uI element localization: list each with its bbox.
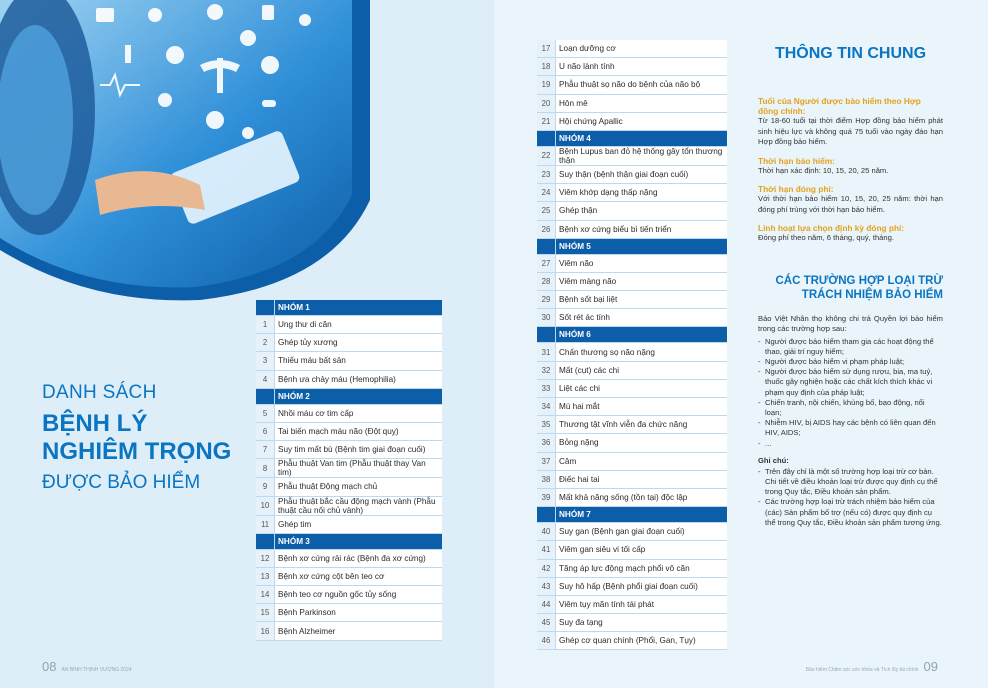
disease-name: Chấn thương sọ não nặng <box>556 343 728 361</box>
group-header-row <box>256 300 442 316</box>
group-spacer <box>537 238 556 254</box>
disease-name: Bệnh xơ cứng rải rác (Bệnh đa xơ cứng) <box>275 549 443 567</box>
title-line4: ĐƯỢC BẢO HIỂM <box>42 472 201 493</box>
group-label: NHÓM 2 <box>275 388 443 404</box>
disease-row <box>537 202 727 220</box>
disease-number: 42 <box>537 559 556 577</box>
disease-name: Điếc hai tai <box>556 470 728 488</box>
term-heading: Thời hạn bảo hiểm: <box>758 155 835 166</box>
disease-number: 45 <box>537 614 556 632</box>
disease-row <box>256 604 442 622</box>
disease-row <box>256 334 442 352</box>
group-spacer <box>256 533 275 549</box>
title-line1: DANH SÁCH <box>42 382 157 403</box>
group-spacer <box>537 327 556 343</box>
disease-number: 10 <box>256 496 275 515</box>
exclusion-item: - Chiến tranh, nội chiến, khủng bố, bạo động, nổi loạn; <box>758 398 943 418</box>
disease-name: Suy tim mất bù (Bệnh tim giai đoạn cuối) <box>275 441 443 459</box>
disease-name: Suy gan (Bệnh gan giai đoạn cuối) <box>556 523 728 541</box>
right-footer-text: Bảo hiểm Chăm sóc sức khỏe và Tích lũy tài chính <box>805 667 919 673</box>
disease-name: Bệnh teo cơ nguồn gốc tủy sống <box>275 586 443 604</box>
disease-number: 37 <box>537 452 556 470</box>
left-footer <box>42 659 132 674</box>
disease-number: 31 <box>537 343 556 361</box>
note-item: - Các trường hợp loại trừ trách nhiệm bảo hiểm của (các) Sản phẩm bổ trợ (nếu có) được quy định cụ thể trong Quy tắc, Điều khoản sản phẩm tương ứng. <box>758 497 943 528</box>
disease-row <box>537 379 727 397</box>
flex-heading: Linh hoạt lựa chọn định kỳ đóng phí: <box>758 223 905 233</box>
disease-row <box>256 622 442 640</box>
disease-row <box>537 470 727 488</box>
disease-name: Thiếu máu bất sản <box>275 352 443 370</box>
disease-number: 24 <box>537 184 556 202</box>
disease-number: 14 <box>256 586 275 604</box>
disease-name: Mất khả năng sống (tồn tại) độc lập <box>556 488 728 506</box>
group-label: NHÓM 6 <box>556 327 728 343</box>
disease-name: Mù hai mắt <box>556 398 728 416</box>
disease-number: 9 <box>256 478 275 496</box>
disease-name: Ghép tim <box>275 515 443 533</box>
left-title <box>42 382 252 494</box>
right-page-number: 09 <box>923 659 938 674</box>
disease-row <box>537 220 727 238</box>
disease-number: 32 <box>537 361 556 379</box>
disease-name: Phẫu thuật sọ não do bệnh của não bộ <box>556 76 728 94</box>
disease-row <box>256 422 442 440</box>
disease-number: 34 <box>537 398 556 416</box>
disease-number: 18 <box>537 58 556 76</box>
disease-number: 26 <box>537 220 556 238</box>
disease-number: 6 <box>256 422 275 440</box>
disease-number: 41 <box>537 541 556 559</box>
disease-name: Phẫu thuật Van tim (Phẫu thuật thay Van tim) <box>275 459 443 478</box>
disease-row <box>256 316 442 334</box>
exclusions-heading: CÁC TRƯỜNG HỢP LOẠI TRỪ TRÁCH NHIỆM BẢO HIỂM <box>775 274 943 301</box>
term-text: Thời hạn xác định: 10, 15, 20, 25 năm. <box>758 165 889 175</box>
disease-table-2 <box>537 40 727 650</box>
disease-row <box>537 488 727 506</box>
disease-name: Phẫu thuật Động mạch chủ <box>275 478 443 496</box>
disease-name: Bệnh Parkinson <box>275 604 443 622</box>
disease-name: Bỏng nặng <box>556 434 728 452</box>
info-column <box>758 45 943 528</box>
group-spacer <box>537 507 556 523</box>
disease-name: Suy hô hấp (Bệnh phổi giai đoạn cuối) <box>556 577 728 595</box>
disease-name: Thương tật vĩnh viễn đa chức năng <box>556 416 728 434</box>
disease-name: Hội chứng Apallic <box>556 112 728 130</box>
disease-name: Viêm gan siêu vi tối cấp <box>556 541 728 559</box>
disease-number: 19 <box>537 76 556 94</box>
disease-number: 40 <box>537 523 556 541</box>
disease-name: Bệnh Lupus ban đỏ hệ thống gây tổn thương thận <box>556 146 728 165</box>
disease-row <box>256 567 442 585</box>
group-header-row <box>537 327 727 343</box>
disease-row <box>256 441 442 459</box>
disease-row <box>256 459 442 478</box>
disease-name: Viêm tụy mãn tính tái phát <box>556 595 728 613</box>
disease-number: 23 <box>537 165 556 183</box>
right-footer <box>806 659 938 674</box>
disease-name: Hôn mê <box>556 94 728 112</box>
disease-name: Sốt rét ác tính <box>556 309 728 327</box>
disease-row <box>537 614 727 632</box>
disease-row <box>537 112 727 130</box>
group-label: NHÓM 1 <box>275 300 443 316</box>
disease-number: 39 <box>537 488 556 506</box>
exclusions-intro: Bảo Việt Nhân thọ không chi trả Quyền lợi bảo hiểm trong các trường hợp sau: <box>758 313 943 333</box>
disease-number: 16 <box>256 622 275 640</box>
disease-name: Loạn dưỡng cơ <box>556 40 728 58</box>
disease-row <box>256 352 442 370</box>
disease-row <box>537 76 727 94</box>
group-spacer <box>256 388 275 404</box>
disease-row <box>537 146 727 165</box>
group-label: NHÓM 3 <box>275 533 443 549</box>
disease-number: 11 <box>256 515 275 533</box>
info-heading: THÔNG TIN CHUNG <box>774 45 927 62</box>
disease-name: Viêm khớp dạng thấp nặng <box>556 184 728 202</box>
disease-row <box>537 254 727 272</box>
disease-number: 46 <box>537 632 556 650</box>
disease-row <box>537 291 727 309</box>
disease-row <box>537 452 727 470</box>
disease-row <box>537 94 727 112</box>
disease-name: Ghép tủy xương <box>275 334 443 352</box>
pay-heading: Thời hạn đóng phí: <box>758 184 834 194</box>
disease-number: 4 <box>256 370 275 388</box>
exclusions-list <box>758 337 943 449</box>
exclusion-item: - ... <box>758 439 943 449</box>
age-heading: Tuổi của Người được bảo hiểm theo Hợp đồng chính: <box>758 96 921 116</box>
disease-name: Ghép thận <box>556 202 728 220</box>
group-label: NHÓM 7 <box>556 507 728 523</box>
disease-number: 33 <box>537 379 556 397</box>
disease-number: 8 <box>256 459 275 478</box>
disease-name: Bệnh Alzheimer <box>275 622 443 640</box>
disease-row <box>537 272 727 290</box>
disease-name: Tăng áp lực động mạch phổi vô căn <box>556 559 728 577</box>
disease-name: Câm <box>556 452 728 470</box>
group-spacer <box>256 300 275 316</box>
disease-name: Nhồi máu cơ tim cấp <box>275 404 443 422</box>
disease-number: 35 <box>537 416 556 434</box>
age-text: Từ 18-60 tuổi tại thời điểm Hợp đồng bảo hiểm phát sinh hiệu lực và không quá 75 tuổi vào ngày đáo hạn Hợp đồng bảo hiểm. <box>758 116 943 146</box>
disease-name: Ghép cơ quan chính (Phổi, Gan, Tụy) <box>556 632 728 650</box>
group-header-row <box>256 388 442 404</box>
group-spacer <box>537 130 556 146</box>
note-item: - Trên đây chỉ là một số trường hợp loại trừ cơ bản. Chi tiết về điều khoản loại trừ được quy định cụ thể trong Quy tắc, Điều khoản sản phẩm. <box>758 467 943 498</box>
disease-name: Suy thận (bệnh thận giai đoạn cuối) <box>556 165 728 183</box>
disease-name: Mất (cụt) các chi <box>556 361 728 379</box>
disease-row <box>537 632 727 650</box>
disease-number: 21 <box>537 112 556 130</box>
disease-number: 12 <box>256 549 275 567</box>
disease-row <box>537 595 727 613</box>
disease-number: 38 <box>537 470 556 488</box>
disease-number: 5 <box>256 404 275 422</box>
exclusion-item: - Người được bảo hiểm tham gia các hoạt động thể thao, giải trí nguy hiểm; <box>758 337 943 357</box>
disease-row <box>537 58 727 76</box>
disease-row <box>256 586 442 604</box>
disease-number: 13 <box>256 567 275 585</box>
disease-row <box>256 404 442 422</box>
hero-illustration <box>0 0 370 305</box>
flex-text: Đóng phí theo năm, 6 tháng, quý, tháng. <box>758 233 894 242</box>
disease-name: Liệt các chi <box>556 379 728 397</box>
disease-number: 44 <box>537 595 556 613</box>
disease-row <box>537 398 727 416</box>
disease-row <box>537 559 727 577</box>
disease-name: Phẫu thuật bắc cầu động mạch vành (Phẫu thuật cầu nối chủ vành) <box>275 496 443 515</box>
left-footer-text: AN BÌNH THỊNH VƯỢNG 2024 <box>61 667 132 673</box>
disease-row <box>256 496 442 515</box>
disease-number: 2 <box>256 334 275 352</box>
disease-row <box>537 309 727 327</box>
exclusion-item: - Người được bảo hiểm vi phạm pháp luật; <box>758 357 943 367</box>
disease-number: 17 <box>537 40 556 58</box>
exclusion-item: - Nhiễm HIV, bị AIDS hay các bệnh có liên quan đến HIV, AIDS; <box>758 418 943 438</box>
pay-text: Với thời hạn bảo hiểm 10, 15, 20, 25 năm: thời hạn đóng phí trùng với thời hạn bảo hiểm. <box>758 194 943 214</box>
disease-row <box>537 361 727 379</box>
disease-name: Viêm màng não <box>556 272 728 290</box>
disease-table-1 <box>256 300 442 641</box>
exclusion-item: - Người được bảo hiểm sử dụng rượu, bia, ma tuý, thuốc gây nghiện hoặc các chất kích thích khác vi phạm quy định của pháp luật; <box>758 367 943 398</box>
disease-number: 30 <box>537 309 556 327</box>
left-page-number: 08 <box>42 659 57 674</box>
disease-row <box>256 549 442 567</box>
disease-number: 25 <box>537 202 556 220</box>
group-header-row <box>537 238 727 254</box>
disease-name: Bệnh sốt bại liệt <box>556 291 728 309</box>
disease-row <box>256 515 442 533</box>
group-header-row <box>256 533 442 549</box>
disease-row <box>537 416 727 434</box>
disease-name: Tai biến mạch máu não (Đột quỵ) <box>275 422 443 440</box>
disease-name: U não lành tính <box>556 58 728 76</box>
disease-name: Ung thư di căn <box>275 316 443 334</box>
disease-row <box>256 478 442 496</box>
group-label: NHÓM 4 <box>556 130 728 146</box>
disease-row <box>537 541 727 559</box>
disease-number: 20 <box>537 94 556 112</box>
group-header-row <box>537 507 727 523</box>
disease-number: 29 <box>537 291 556 309</box>
disease-row <box>537 577 727 595</box>
disease-number: 22 <box>537 146 556 165</box>
disease-number: 1 <box>256 316 275 334</box>
disease-number: 3 <box>256 352 275 370</box>
notes-list <box>758 467 943 528</box>
disease-row <box>256 370 442 388</box>
disease-row <box>537 523 727 541</box>
disease-number: 43 <box>537 577 556 595</box>
disease-number: 36 <box>537 434 556 452</box>
disease-number: 15 <box>256 604 275 622</box>
disease-number: 7 <box>256 441 275 459</box>
disease-name: Bệnh ưa chảy máu (Hemophilia) <box>275 370 443 388</box>
disease-number: 28 <box>537 272 556 290</box>
group-label: NHÓM 5 <box>556 238 728 254</box>
notes-heading: Ghi chú: <box>758 455 789 465</box>
disease-row <box>537 434 727 452</box>
group-header-row <box>537 130 727 146</box>
disease-name: Viêm não <box>556 254 728 272</box>
disease-number: 27 <box>537 254 556 272</box>
title-line2: BỆNH LÝ <box>42 410 148 437</box>
disease-name: Bệnh xơ cứng cột bên teo cơ <box>275 567 443 585</box>
title-line3: NGHIÊM TRỌNG <box>42 438 232 465</box>
disease-name: Bệnh xơ cứng biểu bì tiến triển <box>556 220 728 238</box>
disease-row <box>537 184 727 202</box>
disease-name: Suy đa tạng <box>556 614 728 632</box>
disease-row <box>537 40 727 58</box>
disease-row <box>537 165 727 183</box>
disease-row <box>537 343 727 361</box>
